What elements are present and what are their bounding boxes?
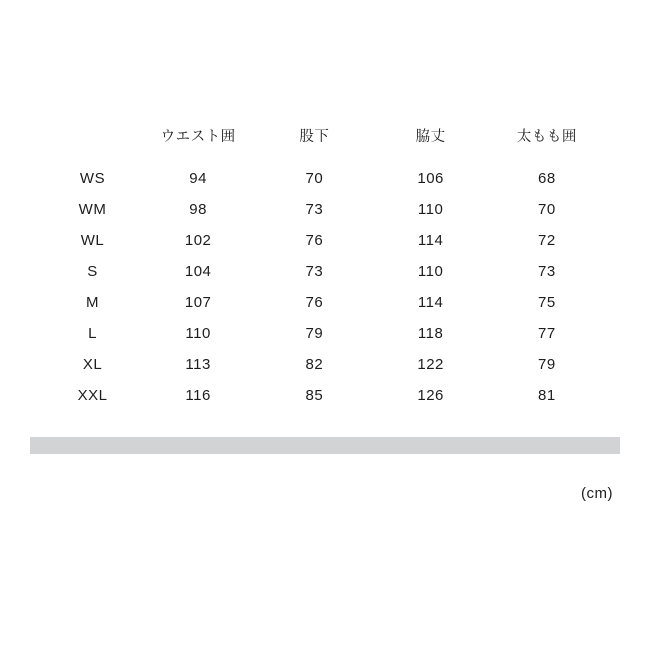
- table-header-row: [45, 120, 605, 163]
- size-table-container: [0, 120, 650, 411]
- cell-sidelength: 110: [417, 263, 444, 280]
- cell-waist: 116: [185, 387, 211, 404]
- unit-note: (cm): [581, 485, 613, 502]
- row-header-size: L: [88, 325, 97, 342]
- cell-waist: 104: [184, 263, 212, 280]
- cell-inseam: 82: [305, 356, 324, 373]
- cell-sidelength: 110: [417, 201, 444, 218]
- table-row: [45, 163, 605, 194]
- row-header-size: S: [87, 263, 98, 280]
- cell-sidelength: 122: [417, 356, 444, 373]
- size-table: [45, 120, 605, 411]
- table-header: [45, 120, 605, 163]
- column-header-waist: ウエスト囲: [160, 129, 236, 145]
- table-row: [45, 225, 605, 256]
- table-row: [45, 256, 605, 287]
- column-header-thigh: 太もも囲: [516, 129, 577, 145]
- cell-thigh: 81: [538, 387, 556, 404]
- cell-inseam: 76: [305, 232, 324, 249]
- cell-thigh: 79: [538, 356, 556, 373]
- cell-waist: 113: [185, 356, 211, 373]
- row-header-size: M: [86, 294, 99, 311]
- cell-inseam: 76: [305, 294, 324, 311]
- cell-thigh: 70: [538, 201, 556, 218]
- row-header-size: WS: [79, 170, 106, 187]
- cell-sidelength: 114: [417, 232, 444, 249]
- row-header-size: XL: [82, 356, 103, 373]
- cell-thigh: 77: [538, 325, 556, 342]
- cell-waist: 110: [185, 325, 211, 342]
- row-header-size: WM: [78, 201, 107, 218]
- cell-thigh: 73: [538, 263, 556, 280]
- table-corner-cell: [45, 120, 140, 163]
- divider-band: [30, 437, 620, 454]
- cell-thigh: 75: [538, 294, 556, 311]
- column-header-sidelength: 脇丈: [415, 129, 446, 145]
- cell-sidelength: 114: [417, 294, 444, 311]
- column-header-inseam: 股下: [299, 129, 330, 145]
- cell-inseam: 85: [305, 387, 324, 404]
- cell-waist: 107: [184, 294, 212, 311]
- cell-thigh: 68: [538, 170, 556, 187]
- cell-sidelength: 118: [417, 325, 444, 342]
- table-row: [45, 318, 605, 349]
- cell-inseam: 73: [305, 263, 324, 280]
- table-row: [45, 380, 605, 411]
- cell-inseam: 79: [305, 325, 324, 342]
- table-body: [45, 163, 605, 411]
- cell-waist: 94: [189, 170, 207, 187]
- cell-inseam: 70: [305, 170, 324, 187]
- cell-waist: 98: [189, 201, 207, 218]
- table-row: [45, 194, 605, 225]
- cell-sidelength: 126: [417, 387, 444, 404]
- table-row: [45, 287, 605, 318]
- cell-thigh: 72: [538, 232, 556, 249]
- row-header-size: XXL: [77, 387, 108, 404]
- cell-inseam: 73: [305, 201, 324, 218]
- cell-sidelength: 106: [417, 170, 444, 187]
- table-row: [45, 349, 605, 380]
- row-header-size: WL: [80, 232, 105, 249]
- cell-waist: 102: [184, 232, 212, 249]
